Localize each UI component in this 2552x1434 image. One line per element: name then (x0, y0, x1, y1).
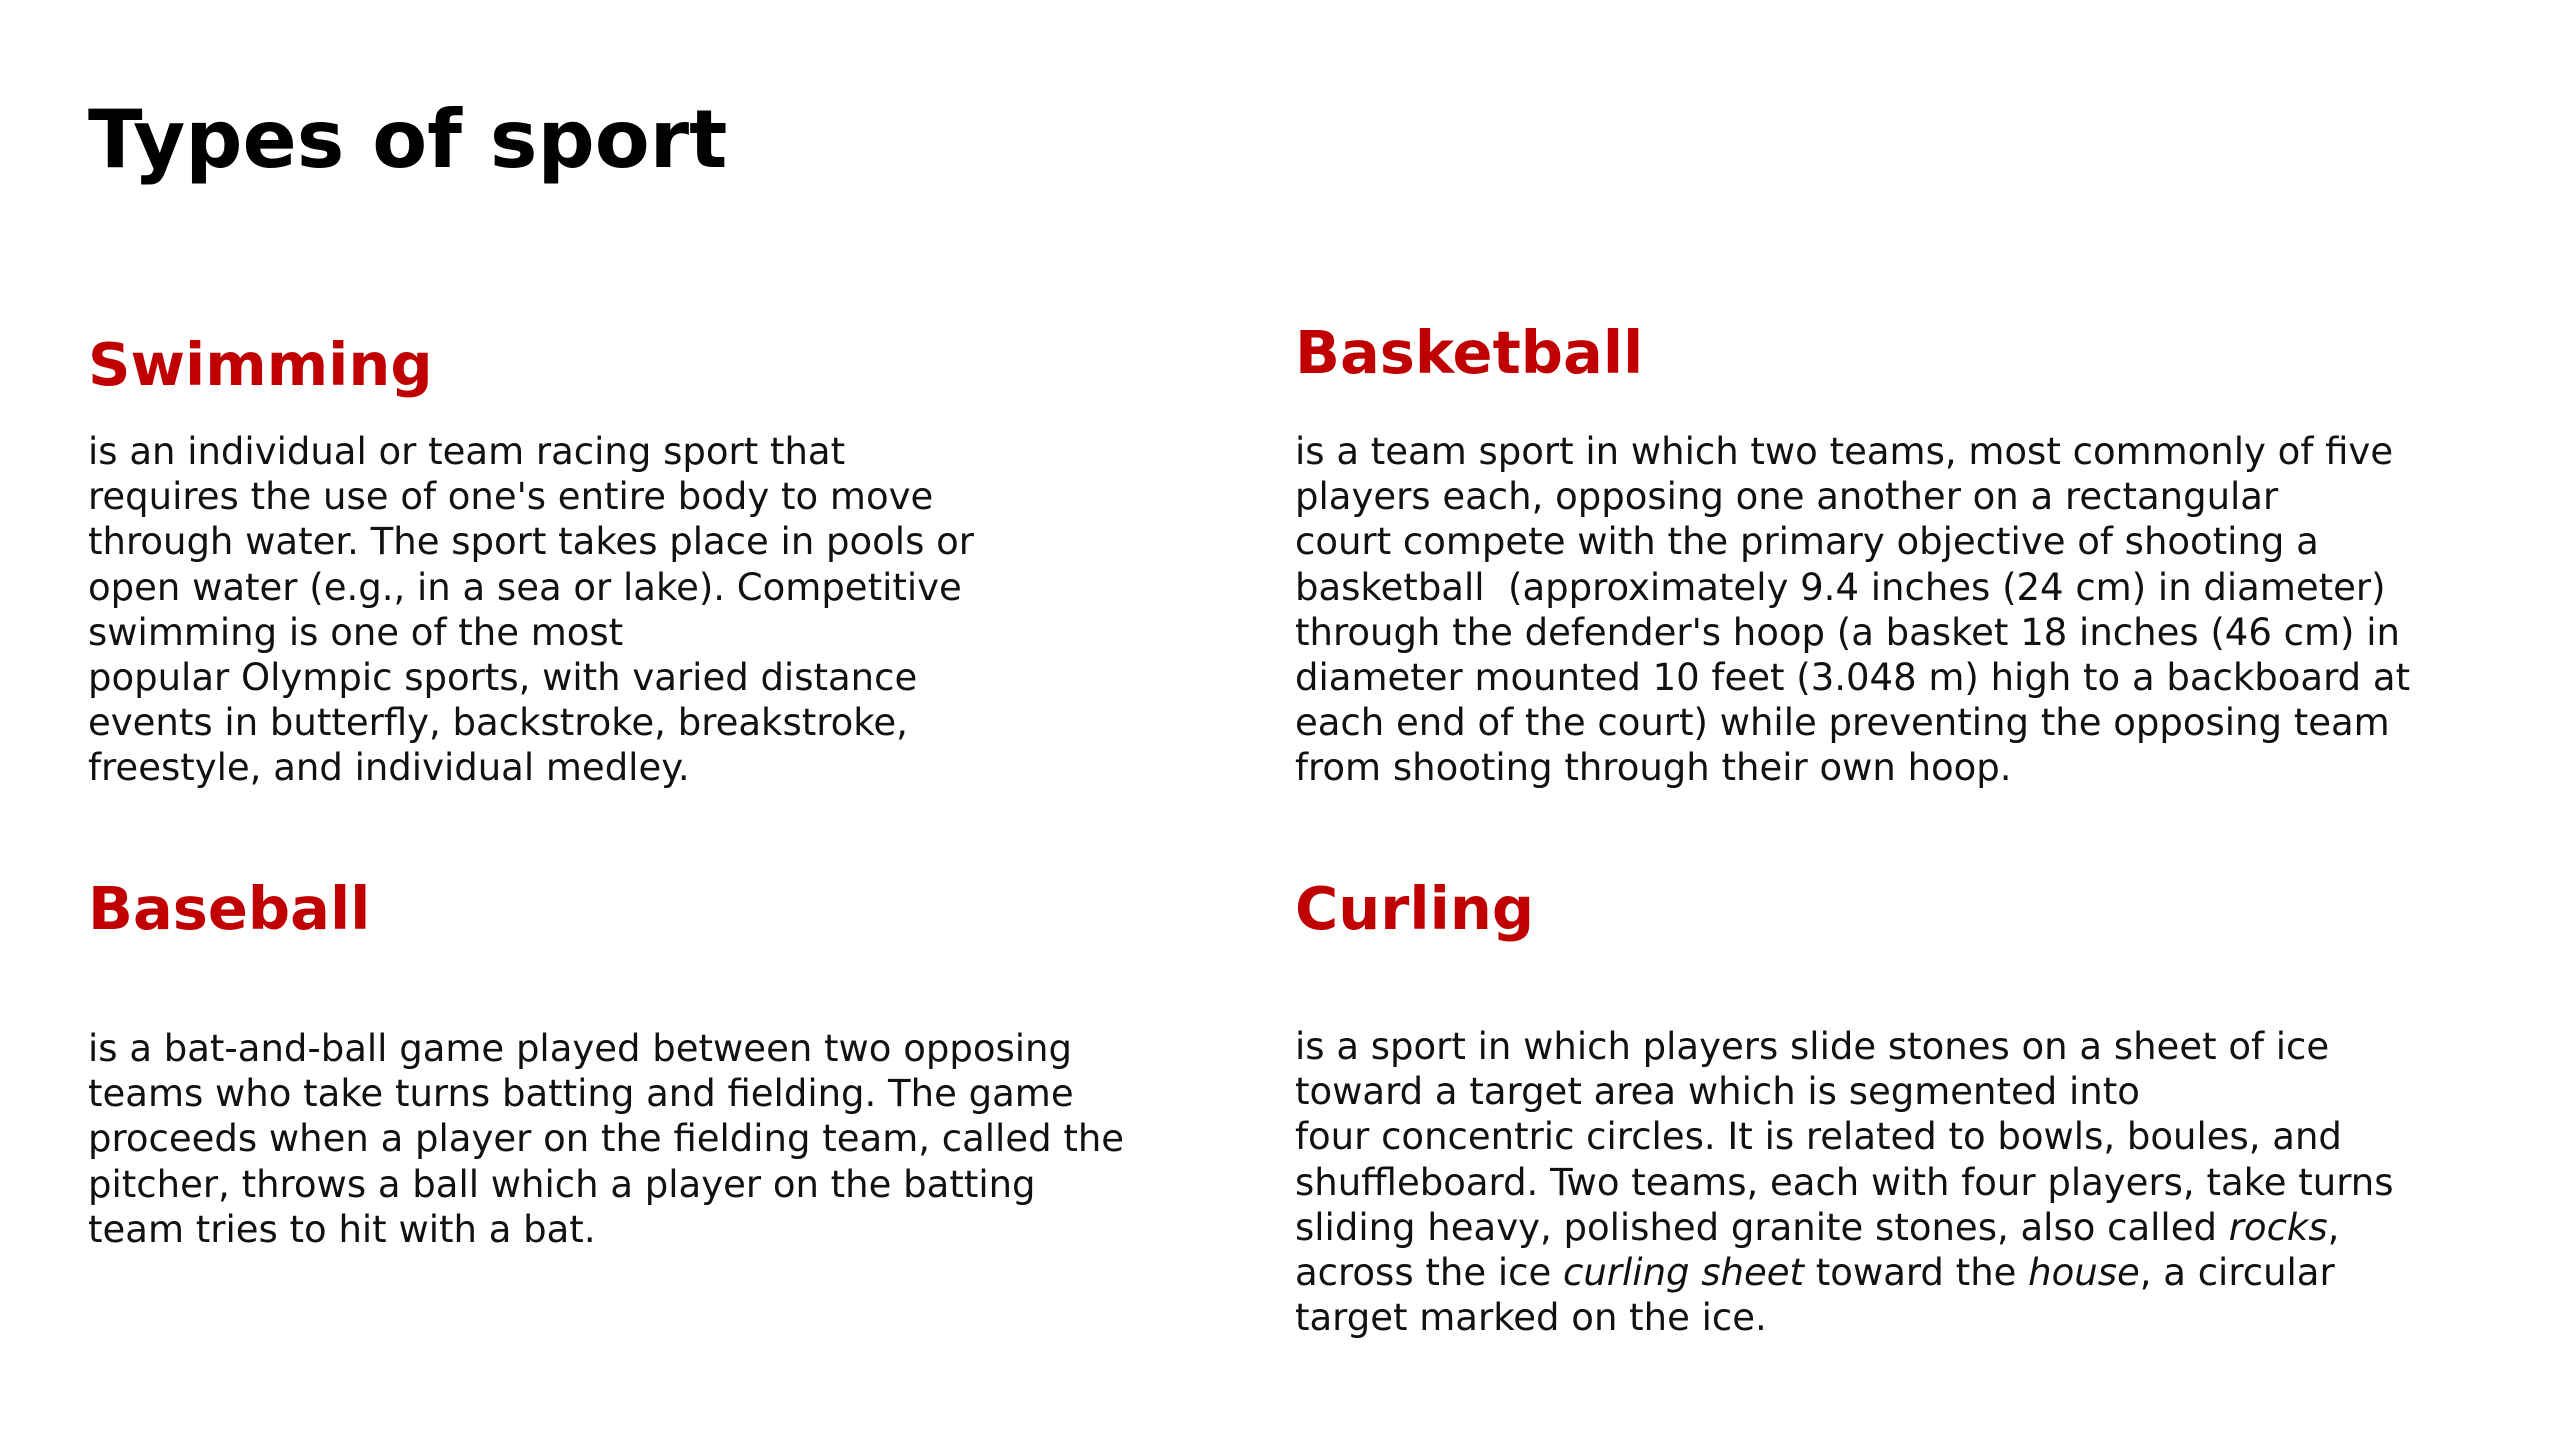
body-line: is an individual or team racing sport that (88, 430, 846, 473)
body-line: pitcher, throws a ball which a player on the batting (88, 1162, 1036, 1206)
body-line: each end of the court) while preventing the opposing team (1295, 701, 2390, 745)
text-run: , a circular (2139, 1251, 2335, 1295)
body-line: is a sport in which players slide stones on a sheet of ice (1295, 1025, 2330, 1068)
section-title-swimming: Swimming (88, 330, 433, 399)
body-line: diameter mounted 10 feet (3.048 m) high to a backboard at (1295, 656, 2411, 700)
text-run: , (2327, 1205, 2340, 1249)
body-line: through water. The sport takes place in pools or (88, 520, 974, 564)
body-line: target marked on the ice. (1295, 1296, 1767, 1340)
body-line: basketball (approximately 9.4 inches (24 cm) in diameter) (1295, 565, 2386, 609)
italic-term-rocks: rocks (2228, 1205, 2328, 1249)
body-line: events in butterfly, backstroke, breakstroke, (88, 701, 908, 745)
body-line: court compete with the primary objective of shooting a (1295, 520, 2319, 564)
text-run: toward the (1804, 1251, 2029, 1295)
section-title-curling: Curling (1295, 874, 1535, 943)
body-line: players each, opposing one another on a rectangular (1295, 475, 2279, 519)
text-run: across the ice (1295, 1251, 1563, 1295)
body-line: team tries to hit with a bat. (88, 1207, 596, 1251)
body-line: four concentric circles. It is related to bowls, boules, and (1295, 1115, 2342, 1159)
body-line: proceeds when a player on the fielding team, called the (88, 1117, 1125, 1161)
body-line: requires the use of one's entire body to move (88, 475, 934, 519)
body-line: is a bat-and-ball game played between two opposing (88, 1027, 1072, 1070)
section-title-baseball: Baseball (88, 874, 371, 943)
section-body-swimming (88, 429, 974, 791)
italic-term-curling-sheet: curling sheet (1563, 1251, 1805, 1295)
body-line: from shooting through their own hoop. (1295, 746, 2012, 790)
section-body-baseball (88, 1026, 1124, 1252)
body-line: toward a target area which is segmented into (1295, 1070, 2140, 1114)
italic-term-house: house (2028, 1251, 2140, 1295)
body-line: shuffleboard. Two teams, each with four players, take turns (1295, 1160, 2394, 1204)
body-line: open water (e.g., in a sea or lake). Competitive (88, 565, 962, 609)
text-run: sliding heavy, polished granite stones, also called (1295, 1205, 2229, 1249)
page-title: Types of sport (88, 93, 728, 186)
section-body-basketball (1295, 429, 2410, 791)
body-line: teams who take turns batting and fielding. The game (88, 1072, 1074, 1116)
section-title-basketball: Basketball (1295, 318, 1644, 387)
body-line (1295, 1250, 2394, 1295)
body-line: popular Olympic sports, with varied distance (88, 656, 918, 700)
body-line: freestyle, and individual medley. (88, 746, 690, 790)
body-line (1295, 1205, 2394, 1250)
body-line: swimming is one of the most (88, 610, 624, 654)
body-line: through the defender's hoop (a basket 18 inches (46 cm) in (1295, 610, 2400, 654)
body-line: is a team sport in which two teams, most commonly of five (1295, 430, 2394, 473)
section-body-curling (1295, 1024, 2394, 1340)
